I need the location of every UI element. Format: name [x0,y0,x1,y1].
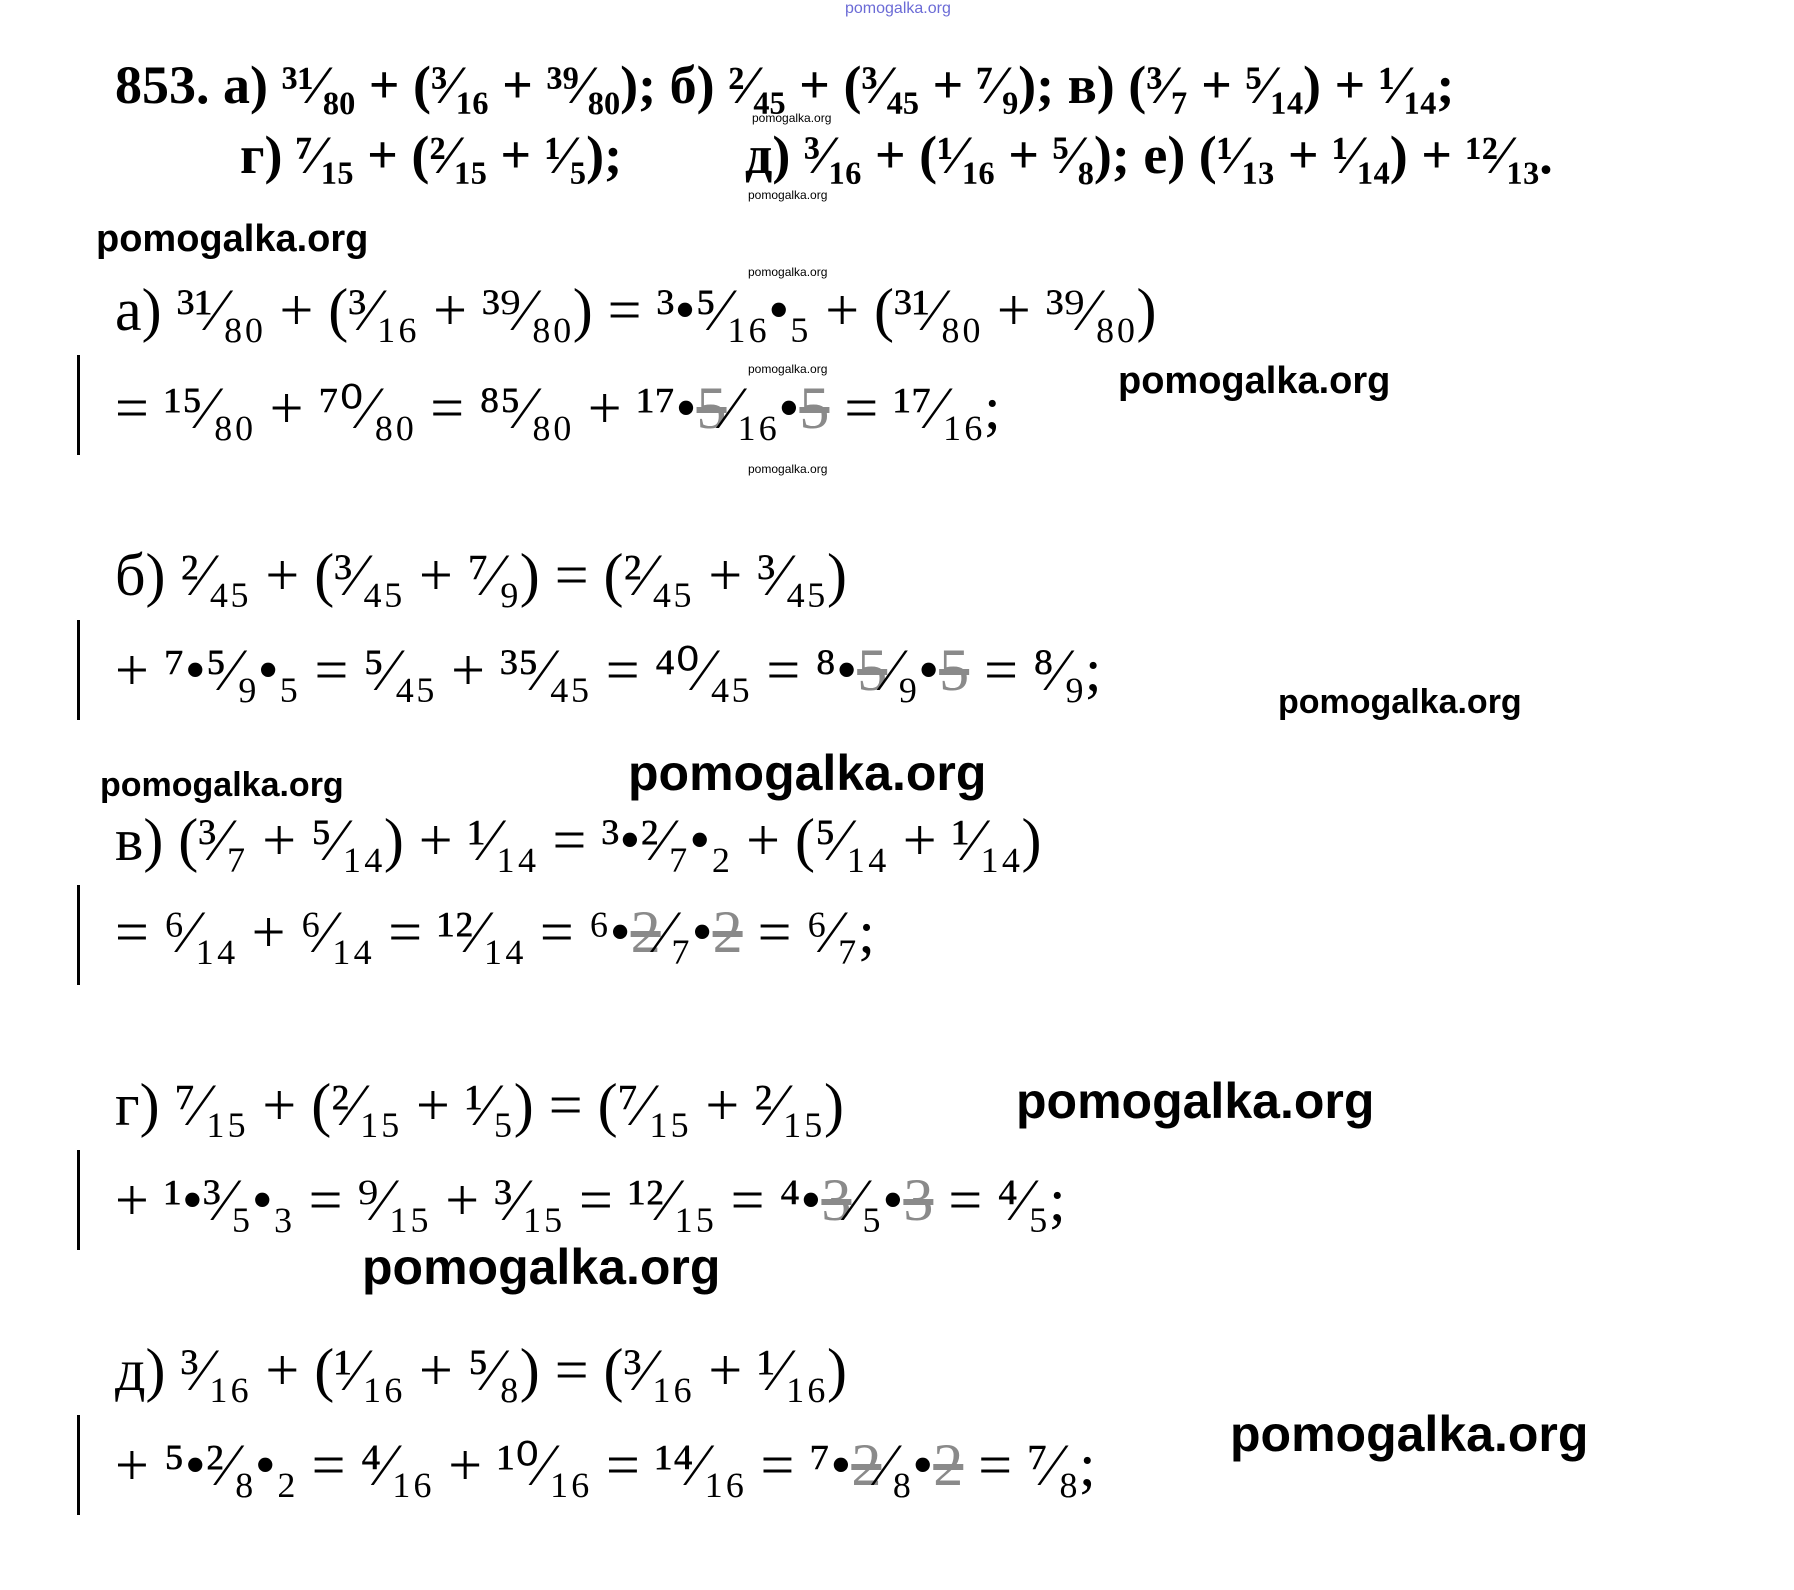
solution-d-line-1: д) ³⁄₁₆ + (¹⁄₁₆ + ⁵⁄₈) = (³⁄₁₆ + ¹⁄₁₆) [115,1337,848,1403]
cancelled-digit: 5 [939,637,970,703]
cancelled-digit: 3 [903,1167,934,1233]
task-line-2-g: г) ⁷⁄₁₅ + (²⁄₁₅ + ¹⁄₅); [240,125,623,185]
watermark-large: pomogalka.org [1118,360,1391,402]
margin-bar [77,1150,80,1250]
solution-v-line-1: в) (³⁄₇ + ⁵⁄₁₄) + ¹⁄₁₄ = ³•²⁄₇•₂ + (⁵⁄₁₄ + ¹⁄₁₄) [115,807,1042,873]
margin-bar [77,885,80,985]
cancelled-digit: 3 [821,1167,852,1233]
watermark-small: pomogalka.org [748,188,828,202]
task-line-1: 853. а) ³¹⁄₈₀ + (³⁄₁₆ + ³⁹⁄₈₀); б) ²⁄₄₅ + (³⁄₄₅ + ⁷⁄₉); в) (³⁄₇ + ⁵⁄₁₄) + ¹⁄₁₄; [115,55,1455,115]
solution-g-line-2: + ¹•³⁄₅•₃ = ⁹⁄₁₅ + ³⁄₁₅ = ¹²⁄₁₅ = ⁴•3⁄₅•3 = ⁴⁄₅; [115,1167,1066,1233]
cancelled-digit: 2 [933,1432,964,1498]
watermark-large: pomogalka.org [96,218,369,260]
watermark-large: pomogalka.org [362,1239,721,1295]
watermark-large: pomogalka.org [100,766,344,804]
task-line-2-de: д) ³⁄₁₆ + (¹⁄₁₆ + ⁵⁄₈); е) (¹⁄₁₃ + ¹⁄₁₄) + ¹²⁄₁₃. [745,125,1553,185]
cancelled-digit: 2 [630,899,661,965]
top-watermark: pomogalka.org [845,0,951,17]
cancelled-digit: 5 [857,637,888,703]
cancelled-digit: 2 [712,899,743,965]
margin-bar [77,620,80,720]
watermark-large: pomogalka.org [1230,1406,1589,1462]
solution-b-line-1: б) ²⁄₄₅ + (³⁄₄₅ + ⁷⁄₉) = (²⁄₄₅ + ³⁄₄₅) [115,542,848,608]
watermark-small: pomogalka.org [752,111,832,125]
margin-bar [77,1415,80,1515]
watermark-small: pomogalka.org [748,265,828,279]
watermark-small: pomogalka.org [748,362,828,376]
solution-g-line-1: г) ⁷⁄₁₅ + (²⁄₁₅ + ¹⁄₅) = (⁷⁄₁₅ + ²⁄₁₅) [115,1072,845,1138]
solution-a-line-2: = ¹⁵⁄₈₀ + ⁷⁰⁄₈₀ = ⁸⁵⁄₈₀ + ¹⁷•5⁄₁₆•5 = ¹⁷⁄₁₆; [115,375,1001,441]
margin-bar [77,355,80,455]
cancelled-digit: 5 [696,375,727,441]
watermark-large: pomogalka.org [628,745,987,801]
watermark-large: pomogalka.org [1278,683,1522,721]
cancelled-digit: 5 [799,375,830,441]
solution-v-line-2: = ⁶⁄₁₄ + ⁶⁄₁₄ = ¹²⁄₁₄ = ⁶•2⁄₇•2 = ⁶⁄₇; [115,899,875,965]
solution-d-line-2: + ⁵•²⁄₈•₂ = ⁴⁄₁₆ + ¹⁰⁄₁₆ = ¹⁴⁄₁₆ = ⁷•2⁄₈•2 = ⁷⁄₈; [115,1432,1096,1498]
cancelled-digit: 2 [851,1432,882,1498]
solution-b-line-2: + ⁷•⁵⁄₉•₅ = ⁵⁄₄₅ + ³⁵⁄₄₅ = ⁴⁰⁄₄₅ = ⁸•5⁄₉•5 = ⁸⁄₉; [115,637,1102,703]
watermark-small: pomogalka.org [748,462,828,476]
solution-a-line-1: а) ³¹⁄₈₀ + (³⁄₁₆ + ³⁹⁄₈₀) = ³•⁵⁄₁₆•₅ + (³¹⁄₈₀ + ³⁹⁄₈₀) [115,277,1157,343]
watermark-large: pomogalka.org [1016,1073,1375,1129]
